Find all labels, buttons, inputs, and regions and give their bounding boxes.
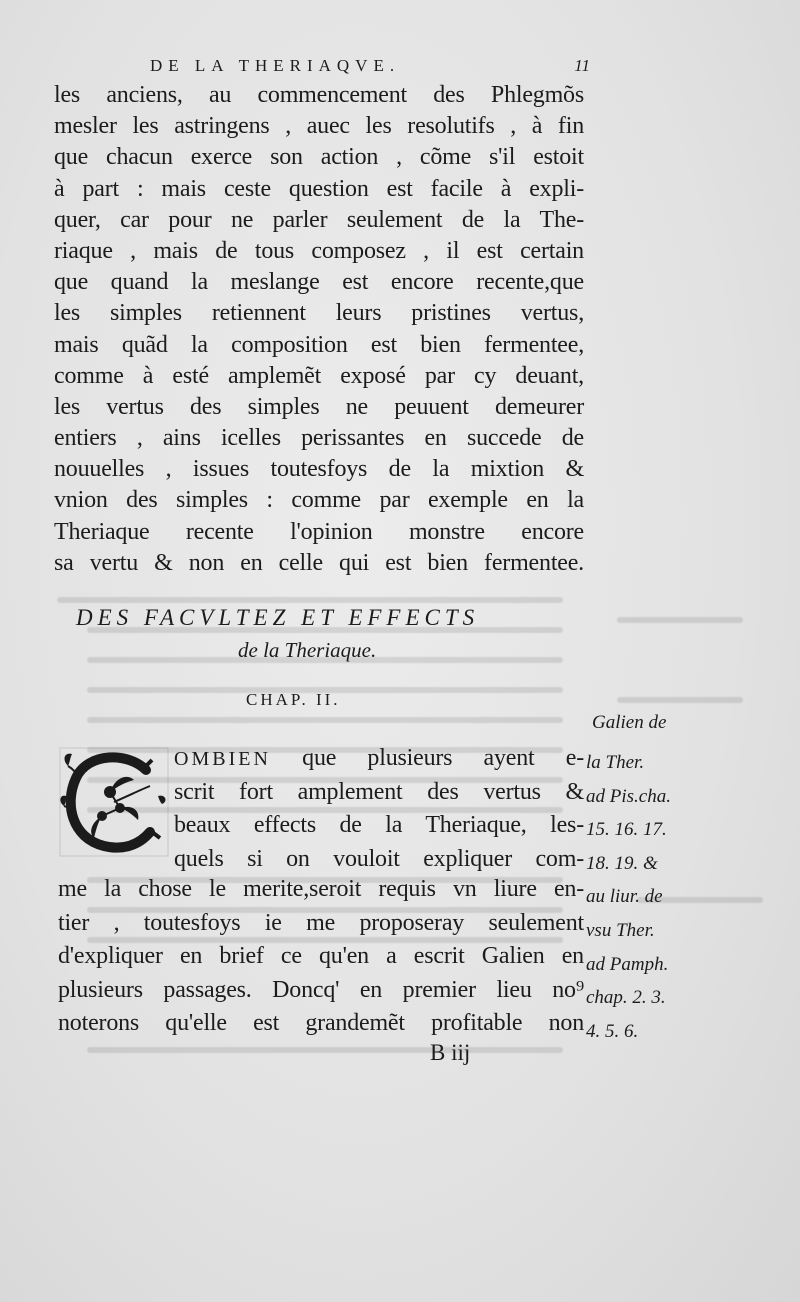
margin-note: la Ther. (586, 752, 645, 773)
text-line: Theriaque recente l'opinion monstre encore (54, 518, 584, 545)
margin-note: ad Pamph. (586, 953, 669, 975)
signature-mark: B iij (430, 1040, 471, 1065)
margin-note: Galien de (592, 712, 667, 733)
section-subtitle: de la Theriaque. (238, 638, 377, 662)
paragraph-2-indented (174, 742, 584, 876)
margin-note-stack (586, 746, 671, 1048)
margin-note: chap. 2. 3. (586, 987, 666, 1009)
section-title: DES FACVLTEZ ET EFFECTS (76, 605, 480, 630)
paragraph-2-full (58, 873, 584, 1041)
text-line: plusieurs passages. Doncq' en premier lieu no⁹ (58, 976, 584, 1003)
margin-note: 18. 19. & (586, 852, 658, 874)
text-line: quer, car pour ne parler seulement de la The- (54, 206, 584, 233)
paragraph-1 (54, 80, 584, 579)
text-line: vnion des simples : comme par exemple en la (54, 487, 584, 514)
text-line: scrit fort amplement des vertus & (174, 778, 584, 805)
margin-note: au liur. de (586, 886, 663, 908)
text-line: que quand la meslange est encore recente,que (54, 269, 584, 296)
text-line: me la chose le merite,seroit requis vn liure en- (58, 876, 584, 902)
text-line: mesler les astringens , auec les resolutifs , à fin (54, 113, 584, 140)
text-line: mais quãd la composition est bien fermentee, (54, 331, 584, 358)
text-line: les anciens, au commencement des Phlegmõs (54, 82, 584, 108)
text-line: comme à esté amplemẽt exposé par cy deuant, (54, 362, 584, 389)
text-line: entiers , ains icelles perissantes en succede de (54, 425, 584, 452)
text-line: à part : mais ceste question est facile à expli- (54, 175, 584, 202)
margin-note: 4. 5. 6. (586, 1020, 639, 1042)
margin-note: 15. 16. 17. (586, 819, 667, 841)
text-line: les simples retiennent leurs pristines vertus, (54, 300, 584, 327)
margin-note: vsu Ther. (586, 919, 655, 941)
running-title: DE LA THERIAQVE. (150, 56, 401, 75)
text-line: tier , toutesfoys ie me proposeray seulement (58, 909, 584, 936)
text-line: beaux effects de la Theriaque, les- (174, 812, 584, 839)
initial-word-rest: OMBIEN (174, 748, 271, 770)
chapter-heading: CHAP. II. (246, 690, 341, 709)
page-number: 11 (574, 56, 590, 75)
text-line (174, 742, 584, 776)
text-line: que chacun exerce son action , cõme s'il estoit (54, 144, 584, 171)
text-line: noterons qu'elle est grandemẽt profitable non (58, 1010, 584, 1037)
margin-note: ad Pis.cha. (586, 785, 671, 807)
text-line: d'expliquer en brief ce qu'en a escrit Galien en (58, 943, 584, 970)
text-line: nouuelles , issues toutesfoys de la mixtion & (54, 456, 584, 483)
text-line: riaque , mais de tous composez , il est certain (54, 237, 584, 264)
text-span: que plusieurs ayent e- (302, 745, 584, 771)
ornamental-initial-c-icon (58, 746, 170, 858)
text-line: quels si on vouloit expliquer com- (174, 845, 584, 872)
running-header (150, 56, 590, 76)
text-line: les vertus des simples ne peuuent demeurer (54, 393, 584, 420)
text-line: sa vertu & non en celle qui est bien fermentee. (54, 549, 584, 576)
